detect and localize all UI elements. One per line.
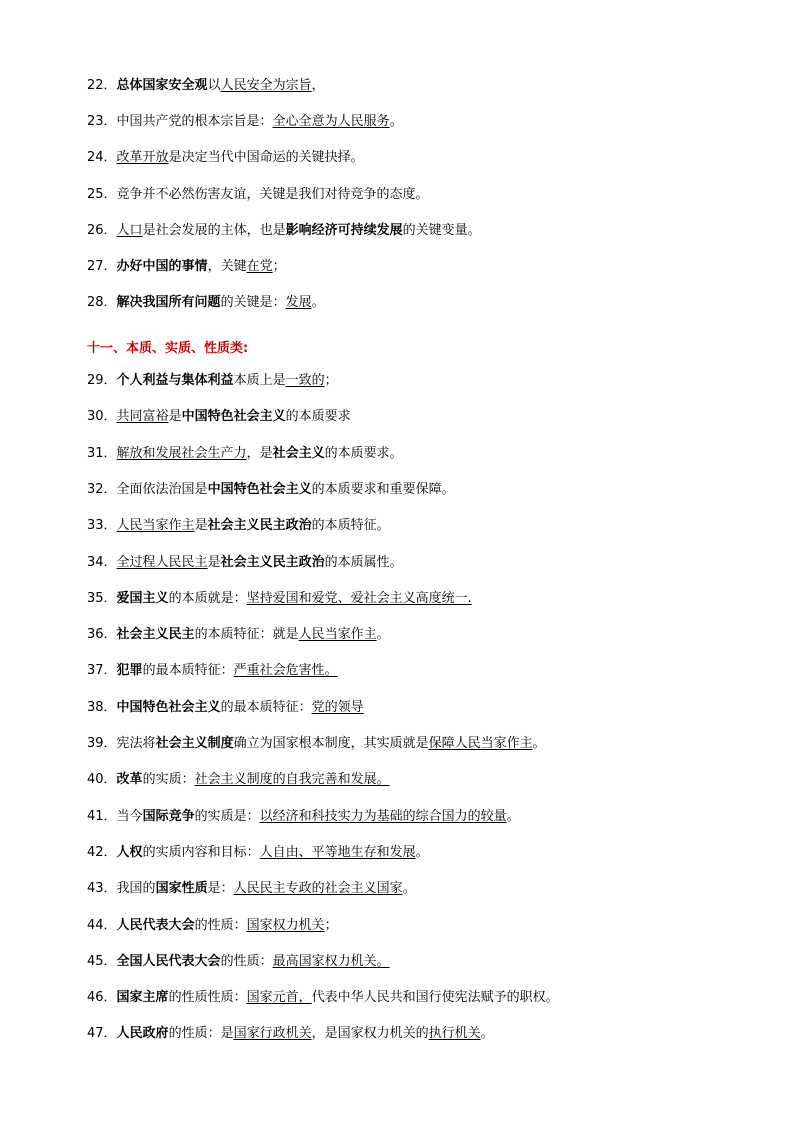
item-text-segment: 严重社会危害性。 [233,663,338,678]
item-text-segment: 当今 [116,809,143,824]
list-item [87,372,767,390]
item-text-segment: 代表中华人民共和国行使宪法赋予的职权。 [311,990,559,1005]
item-number: 44． [87,918,117,933]
item-number: 30． [87,409,117,424]
item-number: 27． [87,259,117,274]
item-text-segment: 中国特色社会主义 [207,482,312,497]
item-text-segment: 的性质性质： [168,990,247,1005]
list-item [87,662,767,680]
item-text-segment: 中国共产党的根本宗旨是： [116,114,273,129]
list-item [87,294,767,312]
item-text-segment: 一致的 [285,373,325,388]
list-item [87,149,767,167]
list-item [87,408,767,426]
item-text-segment: 全过程人民民主 [116,555,208,570]
item-number: 41． [87,809,117,824]
item-number: 29． [87,373,117,388]
list-item [87,590,767,608]
item-text-segment: 保障人民当家作主 [428,736,533,751]
list-item [87,808,767,826]
item-text-segment: 确立为国家根本制度，其实质就是 [233,736,429,751]
item-text-segment: 的最本质特征： [220,700,312,715]
item-text-segment: ，是 [246,446,273,461]
item-text-segment: 解决我国所有问题 [116,295,221,310]
list-item [87,445,767,463]
item-number: 31． [87,446,117,461]
item-number: 47． [87,1026,117,1041]
item-text-segment: 。 [480,1026,494,1041]
item-text-segment: 。 [532,736,546,751]
item-text-segment: 的本质就是： [168,591,247,606]
item-number: 26． [87,223,117,238]
item-text-segment: 国际竞争 [142,809,195,824]
item-text-segment: 是 [194,518,208,533]
item-text-segment: 改革开放 [116,150,169,165]
item-text-segment: 的本质要求和重要保障。 [311,482,455,497]
list-item [87,917,767,935]
item-text-segment: 的实质内容和目标： [142,845,260,860]
item-text-segment: 中国特色社会主义 [116,700,221,715]
item-text-segment: 最高国家权力机关。 [272,954,390,969]
item-text-segment: ， [311,78,325,93]
item-text-segment: 是社会发展的主体，也是 [142,223,286,238]
list-item [87,880,767,898]
item-text-segment: 国家性质 [155,881,208,896]
item-text-segment: 解放和发展社会生产力 [116,446,247,461]
section-heading: 十一、本质、实质、性质类: [87,341,249,356]
item-text-segment: 执行机关 [428,1026,481,1041]
item-text-segment: 的实质： [142,772,195,787]
item-text-segment: 社会主义民主政治 [207,518,312,533]
item-text-segment: 社会主义民主政治 [220,555,325,570]
item-number: 35． [87,591,117,606]
item-text-segment: 的性质： [220,954,273,969]
item-text-segment: 的性质： [194,918,247,933]
item-text-segment: 爱国主义 [116,591,169,606]
item-text-segment: 人民安全为宗旨 [220,78,312,93]
item-number: 38． [87,700,117,715]
item-number: 37． [87,663,117,678]
item-text-segment: 总体国家安全观 [116,78,208,93]
item-text-segment: 的本质要求。 [324,446,403,461]
item-number: 32． [87,482,117,497]
list-item [87,481,767,499]
item-text-segment: 个人利益与集体利益 [116,373,234,388]
item-text-segment: 的本质特征：就是 [194,627,299,642]
list-item [87,77,767,95]
item-number: 28． [87,295,117,310]
list-item [87,1025,767,1043]
item-text-segment: 以经济和科技实力为基础的综合国力的较量 [259,809,507,824]
list-item [87,113,767,131]
item-text-segment: 社会主义民主 [116,627,195,642]
item-text-segment: 社会主义制度的自我完善和发展。 [194,772,390,787]
item-text-segment: 的性质：是 [168,1026,234,1041]
item-text-segment: 的本质属性。 [324,555,403,570]
item-text-segment: ； [324,918,338,933]
item-number: 43． [87,881,117,896]
item-text-segment: 人权 [116,845,143,860]
item-number: 25． [87,187,117,202]
item-text-segment: 的本质特征。 [311,518,390,533]
item-text-segment: 竞争并不必然伤害友谊，关键是我们对待竞争的态度。 [116,187,429,202]
item-text-segment: 本质上是 [233,373,286,388]
list-item [87,989,767,1007]
item-text-segment: 国家主席 [116,990,169,1005]
item-number: 34． [87,555,117,570]
item-text-segment: 人民民主专政的社会主义国家 [233,881,403,896]
item-number: 22． [87,78,117,93]
item-text-segment: 以 [207,78,221,93]
item-text-segment: 是： [207,881,234,896]
item-number: 23． [87,114,117,129]
list-item [87,517,767,535]
list-item [87,554,767,572]
item-text-segment: 是 [207,555,221,570]
item-text-segment: 犯罪 [116,663,143,678]
item-text-segment: 全国人民代表大会 [116,954,221,969]
item-text-segment: 。 [389,114,403,129]
item-text-segment: 。 [415,845,429,860]
item-text-segment: 是决定当代中国命运的关键抉择。 [168,150,364,165]
item-number: 45． [87,954,117,969]
item-text-segment: ，是国家权力机关的 [311,1026,429,1041]
list-item [87,771,767,789]
item-text-segment: ； [272,259,286,274]
item-text-segment: 在党 [246,259,273,274]
list-item [87,186,767,204]
item-number: 42． [87,845,117,860]
item-text-segment: 人民当家作主 [298,627,377,642]
item-text-segment: 国家行政机关 [233,1026,312,1041]
item-text-segment: 人自由、平等地生存和发展 [259,845,416,860]
item-text-segment: 。 [376,627,390,642]
item-text-segment: 。 [311,295,325,310]
item-text-segment: 国家元首， [246,990,312,1005]
item-text-segment: 人口 [116,223,143,238]
item-text-segment: 社会主义制度 [155,736,234,751]
item-text-segment: 的本质要求 [285,409,351,424]
list-item [87,699,767,717]
item-text-segment: 共同富裕 [116,409,169,424]
item-number: 33． [87,518,117,533]
item-number: 39． [87,736,117,751]
item-text-segment: 的关键变量。 [402,223,481,238]
item-text-segment: 的最本质特征： [142,663,234,678]
item-text-segment: 人民政府 [116,1026,169,1041]
item-text-segment: 影响经济可持续发展 [285,223,403,238]
item-text-segment: 的关键是： [220,295,286,310]
list-item [87,258,767,276]
item-text-segment: 全心全意为人民服务 [272,114,390,129]
item-text-segment: 我国的 [116,881,156,896]
item-text-segment: 发展 [285,295,312,310]
item-number: 24． [87,150,117,165]
item-text-segment: 办好中国的事情 [116,259,208,274]
list-item [87,953,767,971]
item-text-segment: 的实质是： [194,809,260,824]
item-text-segment: ，关键 [207,259,247,274]
list-item [87,735,767,753]
list-item [87,626,767,644]
item-text-segment: 坚持爱国和爱党、爱社会主义高度统一. [246,591,472,606]
item-text-segment: 是 [168,409,182,424]
item-text-segment: 人民代表大会 [116,918,195,933]
item-number: 36． [87,627,117,642]
item-text-segment: 党的领导 [311,700,364,715]
item-text-segment: 宪法将 [116,736,156,751]
item-text-segment: 中国特色社会主义 [181,409,286,424]
item-text-segment: 。 [506,809,520,824]
item-text-segment: 改革 [116,772,143,787]
item-text-segment: 国家权力机关 [246,918,325,933]
item-text-segment: 全面依法治国是 [116,482,208,497]
item-text-segment: 人民当家作主 [116,518,195,533]
item-number: 46． [87,990,117,1005]
item-text-segment: 社会主义 [272,446,325,461]
item-number: 40． [87,772,117,787]
list-item [87,844,767,862]
list-item [87,222,767,240]
item-text-segment: ； [324,373,338,388]
item-text-segment: 。 [402,881,416,896]
